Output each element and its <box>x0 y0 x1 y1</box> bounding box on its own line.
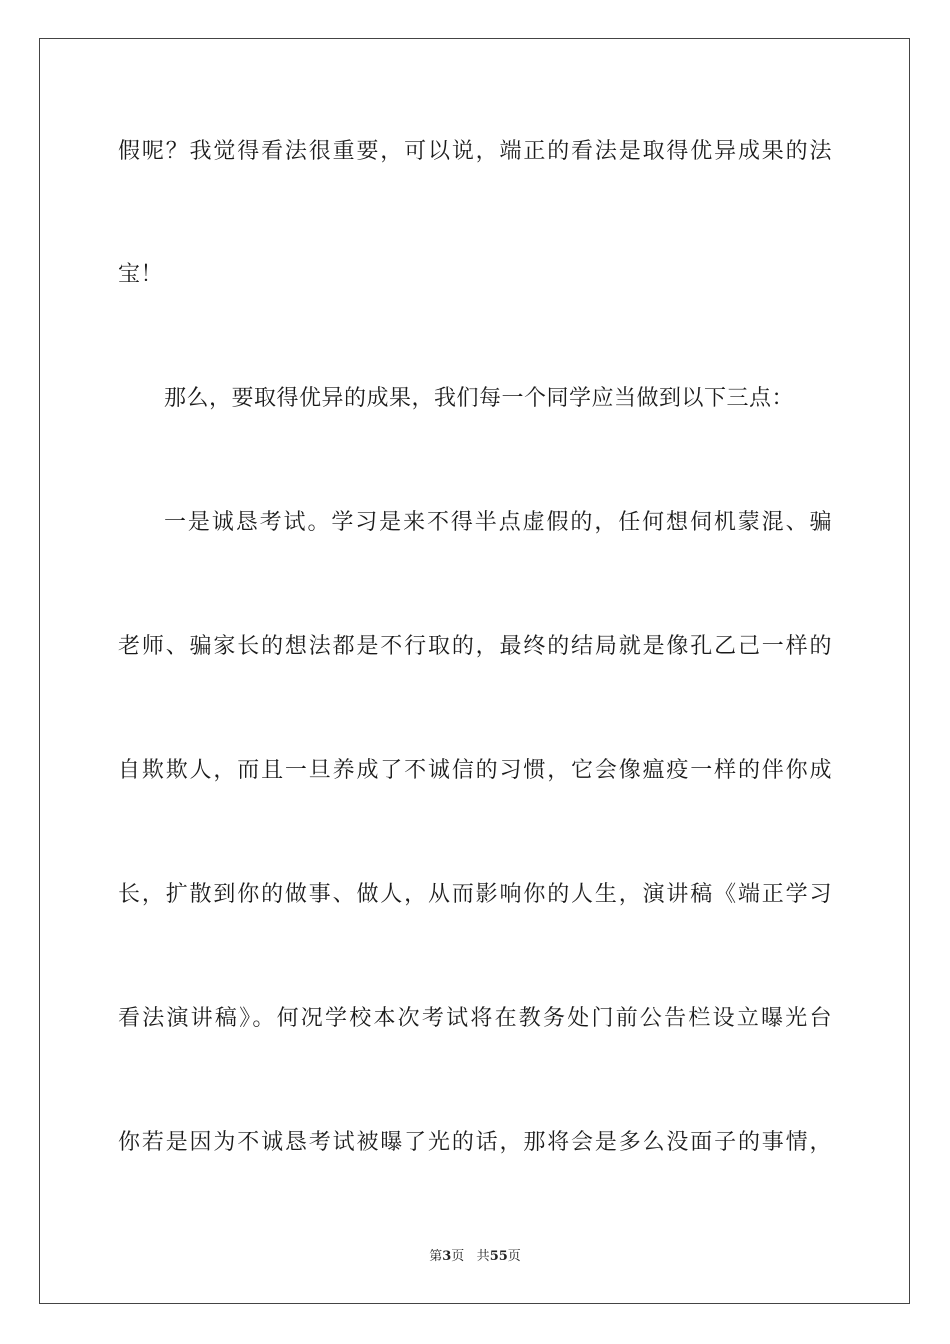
total-pages-number: 55 <box>489 1249 508 1264</box>
footer-page-unit: 页 <box>451 1249 465 1264</box>
footer-total-prefix: 共 <box>476 1249 490 1264</box>
text-line: 宝！ <box>118 262 164 287</box>
footer-total-unit: 页 <box>507 1249 521 1264</box>
text-line: 老师、骗家长的想法都是不行取的，最终的结局就是像孔乙己一样的 <box>118 634 832 659</box>
page-border <box>39 38 910 1304</box>
current-page-number: 3 <box>442 1249 452 1264</box>
paragraph-start-line: 一是诚恳考试。学习是来不得半点虚假的，任何想伺机蒙混、骗 <box>164 510 832 535</box>
text-line: 长，扩散到你的做事、做人，从而影响你的人生，演讲稿《端正学习 <box>118 882 832 907</box>
text-line: 看法演讲稿》。何况学校本次考试将在教务处门前公告栏设立曝光台 <box>118 1006 832 1031</box>
footer-prefix: 第 <box>429 1249 443 1264</box>
text-line: 自欺欺人，而且一旦养成了不诚信的习惯，它会像瘟疫一样的伴你成 <box>118 758 832 783</box>
text-line: 你若是因为不诚恳考试被曝了光的话，那将会是多么没面子的事情， <box>118 1130 832 1155</box>
paragraph-start-line: 那么，要取得优异的成果，我们每一个同学应当做到以下三点： <box>164 386 795 411</box>
text-line: 假呢？我觉得看法很重要，可以说，端正的看法是取得优异成果的法 <box>118 139 832 164</box>
page-footer <box>0 1248 950 1266</box>
